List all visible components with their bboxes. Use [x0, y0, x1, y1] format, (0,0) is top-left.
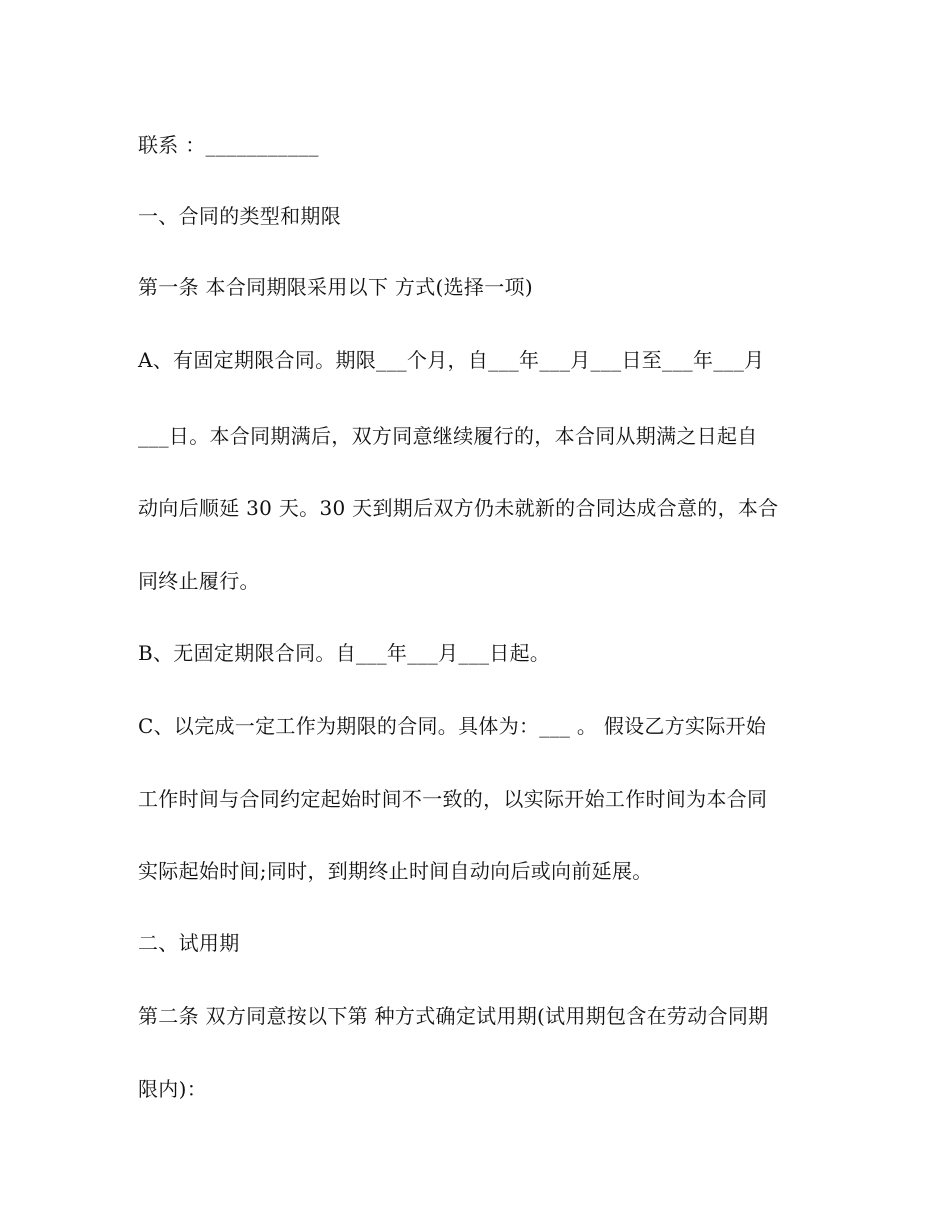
option-c-line-2: 工作时间与合同约定起始时间不一致的，以实际开始工作时间为本合同 [138, 787, 768, 811]
article-1-title: 第一条 本合同期限采用以下 方式(选择一项) [138, 275, 533, 299]
contact-line: 联系 ：___________ [138, 133, 319, 157]
option-b-line: B、无固定期限合同。自___年___月___日起。 [138, 641, 551, 665]
article-2-line-2: 限内)： [138, 1077, 208, 1101]
option-a-line-1: A、有固定期限合同。期限___个月，自___年___月___日至___年___月 [138, 348, 765, 372]
option-a-line-3: 动向后顺延 30 天。30 天到期后双方仍未就新的合同达成合意的，本合 [138, 496, 779, 520]
option-a-line-4: 同终止履行。 [138, 569, 260, 593]
section-heading-probation: 二、试用期 [138, 931, 240, 955]
option-c-line-1: C、以完成一定工作为期限的合同。具体为：___ 。 假设乙方实际开始 [138, 714, 767, 738]
article-2-line-1: 第二条 双方同意按以下第 种方式确定试用期(试用期包含在劳动合同期 [138, 1004, 769, 1028]
section-heading-contract-type: 一、合同的类型和期限 [138, 204, 341, 228]
option-a-line-2: ___日。本合同期满后，双方同意继续履行的，本合同从期满之日起自 [138, 424, 758, 448]
option-c-line-3: 实际起始时间;同时，到期终止时间自动向后或向前延展。 [138, 859, 653, 883]
